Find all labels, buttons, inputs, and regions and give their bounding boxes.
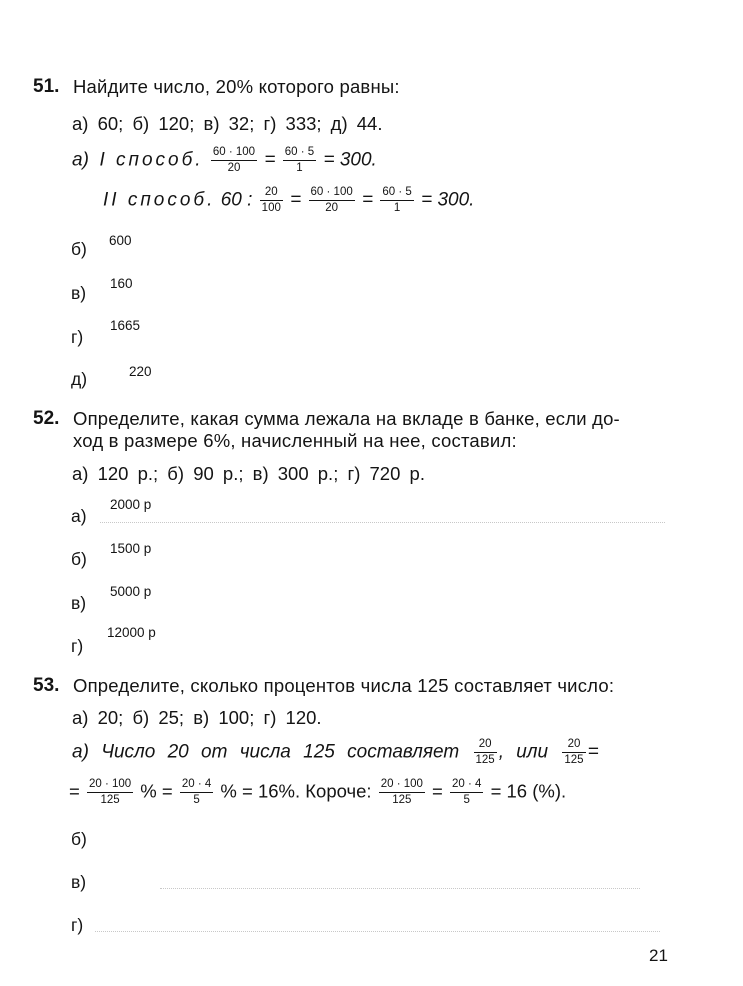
task-52-options: а) 120 р.; б) 90 р.; в) 300 р.; г) 720 р.: [72, 463, 425, 484]
solution-a-label: а): [72, 741, 89, 763]
answer-label: б): [71, 829, 87, 849]
fraction: $\frac{20}{125}$: [475, 738, 495, 766]
task-52-question-line2: ход в размере 6%, начисленный на нее, составил:: [73, 430, 517, 451]
fraction: $\frac{20 \cdot 4}{5}$: [181, 778, 212, 806]
fraction: $\frac{60 \cdot 100}{20}$: [212, 146, 256, 174]
answer-line: [100, 522, 665, 523]
task-53-question: Определите, сколько процентов числа 125 составляет число:: [73, 675, 615, 696]
task-53-solution-line1: а) Число 20 от числа 125 составляет $\frac{20}{125}$ , или $\frac{20}{125}$ =: [72, 738, 599, 766]
answer-value: 1665: [110, 318, 141, 333]
answer-value: 1500 р: [110, 541, 152, 556]
answer-value: 600: [109, 233, 132, 248]
answer-value: 160: [110, 276, 133, 291]
answer-label: в): [71, 593, 87, 613]
answer-value: 12000 р: [107, 625, 156, 640]
answer-label: а): [71, 506, 87, 526]
task-51-solution-method2: II способ. 60 : $\frac{20}{100}$ = $\frac{60 \cdot 100}{20}$ = $\frac{60 \cdot 5}{1}$ = 300.: [103, 186, 475, 214]
fraction: $\frac{20}{125}$: [564, 738, 584, 766]
fraction: $\frac{60 \cdot 5}{1}$: [382, 186, 412, 214]
fraction: $\frac{20 \cdot 100}{125}$: [380, 778, 423, 806]
answer-value: 5000 р: [110, 584, 152, 599]
task-52-number: 52.: [33, 408, 60, 429]
fraction: $\frac{60 \cdot 5}{1}$: [284, 146, 315, 174]
task-51-solution-method1: а) I способ. $\frac{60 \cdot 100}{20}$ = $\frac{60 \cdot 5}{1}$ = 300.: [72, 146, 377, 174]
answer-label: г): [71, 327, 84, 347]
shorter-label: Короче:: [305, 780, 372, 802]
answer-line: [160, 888, 640, 889]
task-53-options: а) 20; б) 25; в) 100; г) 120.: [72, 707, 322, 728]
fraction: $\frac{20}{100}$: [261, 186, 281, 214]
method1-result: = 300.: [323, 149, 377, 171]
answer-label: г): [71, 636, 84, 656]
task-53-number: 53.: [33, 675, 60, 696]
answer-label: г): [71, 915, 84, 935]
method1-label: I способ.: [99, 149, 204, 171]
answer-value: 2000 р: [110, 497, 152, 512]
solution-a-label: а): [72, 149, 89, 171]
answer-label: д): [71, 369, 88, 389]
task-51-options: а) 60; б) 120; в) 32; г) 333; д) 44.: [72, 113, 383, 134]
fraction: $\frac{20 \cdot 100}{125}$: [88, 778, 132, 806]
answer-label: б): [71, 549, 87, 569]
fraction: $\frac{20 \cdot 4}{5}$: [452, 778, 482, 806]
task-51-number: 51.: [33, 76, 60, 97]
method2-label: II способ.: [103, 189, 216, 211]
answer-label: б): [71, 239, 87, 259]
fraction: $\frac{60 \cdot 100}{20}$: [310, 186, 353, 214]
task-51-question: Найдите число, 20% которого равны:: [73, 76, 400, 97]
task-52-question-line1: Определите, какая сумма лежала на вкладе в банке, если до-: [73, 408, 620, 429]
task-53-solution-line2: = $\frac{20 \cdot 100}{125}$ % = $\frac{20 \cdot 4}{5}$ % = 16%. Короче: $\frac{20 \cdot 100}{125}$ = $\frac{20 \cdot 4}{5}$ = 16 (%).: [69, 778, 567, 806]
answer-label: в): [71, 872, 87, 892]
method2-result: = 300.: [421, 189, 475, 211]
answer-line: [95, 931, 660, 932]
answer-value: 220: [129, 364, 152, 379]
page-number: 21: [649, 946, 668, 965]
answer-label: в): [71, 283, 87, 303]
